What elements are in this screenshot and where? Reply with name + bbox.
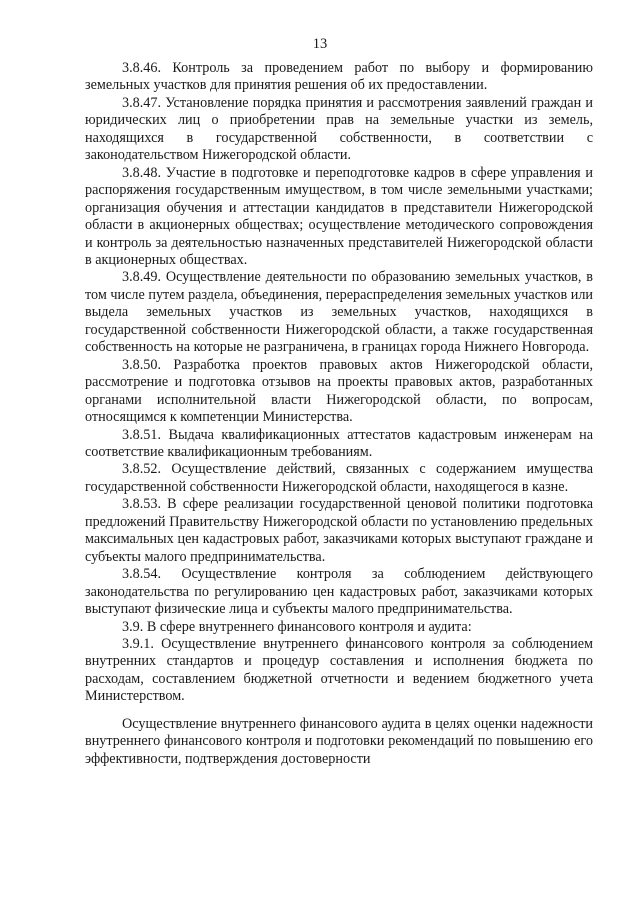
paragraph-3-8-51: 3.8.51. Выдача квалификационных аттестатов кадастровым инженерам на соответствие квалификационным требованиям. [85, 426, 593, 460]
paragraph-3-9-1: 3.9.1. Осуществление внутреннего финансового контроля за соблюдением внутренних стандартов и процедур составления и исполнения бюджета по расходам, составлением бюджетной отчетности и ведением бюджетного учета Министерством. [85, 635, 593, 705]
paragraph-3-8-54: 3.8.54. Осуществление контроля за соблюдением действующего законодательства по регулированию цен кадастровых работ, заказчиками которых выступают физические лица и субъекты малого предпринимательства. [85, 566, 593, 618]
document-body [85, 60, 593, 768]
paragraph-3-8-47: 3.8.47. Установление порядка принятия и рассмотрения заявлений граждан и юридических лиц о приобретении прав на земельные участки из земель, находящихся в государственной собственности, в соответствии с законодательством Нижегородской области. [85, 94, 593, 164]
paragraph-3-8-49: 3.8.49. Осуществление деятельности по образованию земельных участков, в том числе путем раздела, объединения, перераспределения земельных участков или выдела земельных участков из земельных участков, находящихся в государственной собственности Нижегородской области, а также государственная собственность на которые не разграничена, в границах города Нижнего Новгорода. [85, 269, 593, 356]
paragraph-3-8-48: 3.8.48. Участие в подготовке и переподготовке кадров в сфере управления и распоряжения государственным имуществом, в том числе земельными участками; организация обучения и аттестации кандидатов в представители Нижегородской области в акционерных обществах; осуществление методического сопровождения и контроль за деятельностью назначенных представителей Нижегородской области в акционерных обществах. [85, 164, 593, 268]
paragraph-internal-audit: Осуществление внутреннего финансового аудита в целях оценки надежности внутреннего финансового контроля и подготовки рекомендаций по повышению его эффективности, подтверждения достоверности [85, 715, 593, 767]
page-number: 13 [312, 36, 328, 52]
paragraph-3-8-53: 3.8.53. В сфере реализации государственной ценовой политики подготовка предложений Правительству Нижегородской области по установлению предельных максимальных цен кадастровых работ, заказчиками которых выступают граждане и субъекты малого предпринимательства. [85, 496, 593, 565]
paragraph-3-8-46: 3.8.46. Контроль за проведением работ по выбору и формированию земельных участков для принятия решения об их предоставлении. [85, 60, 593, 94]
paragraph-3-8-52: 3.8.52. Осуществление действий, связанных с содержанием имущества государственной собственности Нижегородской области, находящегося в казне. [85, 461, 593, 495]
paragraph-3-9: 3.9. В сфере внутреннего финансового контроля и аудита: [122, 618, 472, 635]
paragraph-3-8-50: 3.8.50. Разработка проектов правовых актов Нижегородской области, рассмотрение и подготовка отзывов на проекты правовых актов, разработанных органами исполнительной власти Нижегородской области, по вопросам, относящимся к компетенции Министерства. [85, 356, 593, 426]
